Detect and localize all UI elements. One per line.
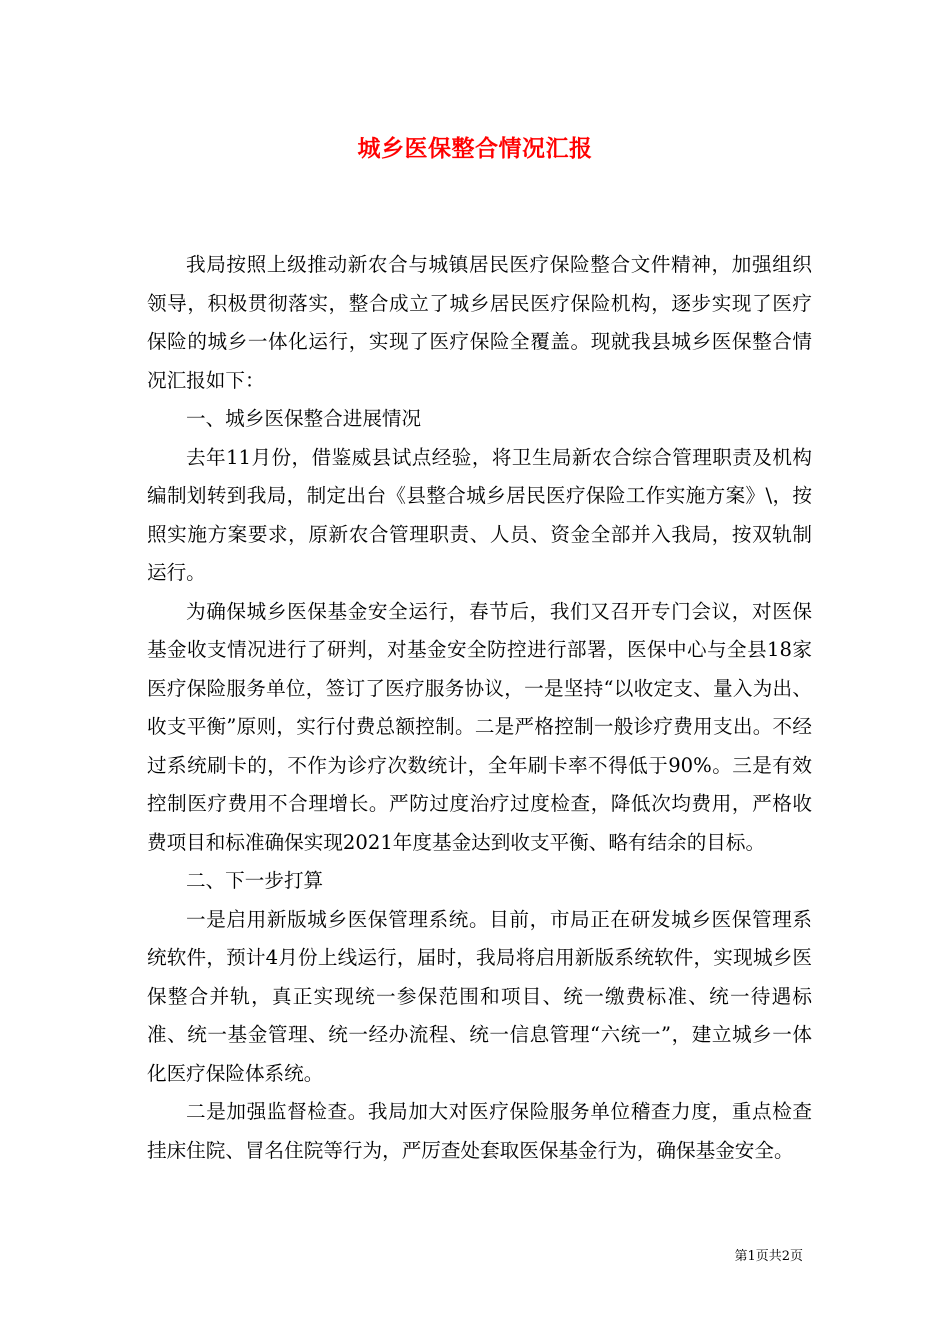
document-body [147,246,812,1170]
paragraph-next-steps-1: 一是启用新版城乡医保管理系统。目前，市局正在研发城乡医保管理系统软件，预计4月份上线运行，届时，我局将启用新版系统软件，实现城乡医保整合并轨，真正实现统一参保范围和项目、统一缴费标准、统一待遇标准、统一基金管理、统一经办流程、统一信息管理“六统一”，建立城乡一体化医疗保险体系统。 [147,907,812,1085]
section-heading-next-steps: 二、下一步打算 [186,869,324,892]
document-title: 城乡医保整合情况汇报 [357,135,593,162]
paragraph-next-steps-2: 二是加强监督检查。我局加大对医疗保险服务单位稽查力度，重点检查挂床住院、冒名住院等行为，严厉查处套取医保基金行为，确保基金安全。 [147,1100,812,1162]
page-number: 第1页共2页 [734,1249,803,1264]
paragraph-progress-2: 为确保城乡医保基金安全运行，春节后，我们又召开专门会议，对医保基金收支情况进行了研判，对基金安全防控进行部署，医保中心与全县18家医疗保险服务单位，签订了医疗服务协议，一是坚持“以收定支、量入为出、收支平衡”原则，实行付费总额控制。二是严格控制一般诊疗费用支出。不经过系统刷卡的，不作为诊疗次数统计，全年刷卡率不得低于90%。三是有效控制医疗费用不合理增长。严防过度治疗过度检查，降低次均费用，严格收费项目和标准确保实现2021年度基金达到收支平衡、略有结余的目标。 [147,599,812,854]
paragraph-progress-1: 去年11月份，借鉴威县试点经验，将卫生局新农合综合管理职责及机构编制划转到我局，制定出台《县整合城乡居民医疗保险工作实施方案》\，按照实施方案要求，原新农合管理职责、人员、资金全部并入我局，按双轨制运行。 [147,445,812,584]
section-heading-progress: 一、城乡医保整合进展情况 [186,407,422,430]
paragraph-intro: 我局按照上级推动新农合与城镇居民医疗保险整合文件精神，加强组织领导，积极贯彻落实，整合成立了城乡居民医疗保险机构，逐步实现了医疗保险的城乡一体化运行，实现了医疗保险全覆盖。现就我县城乡医保整合情况汇报如下： [147,253,812,392]
